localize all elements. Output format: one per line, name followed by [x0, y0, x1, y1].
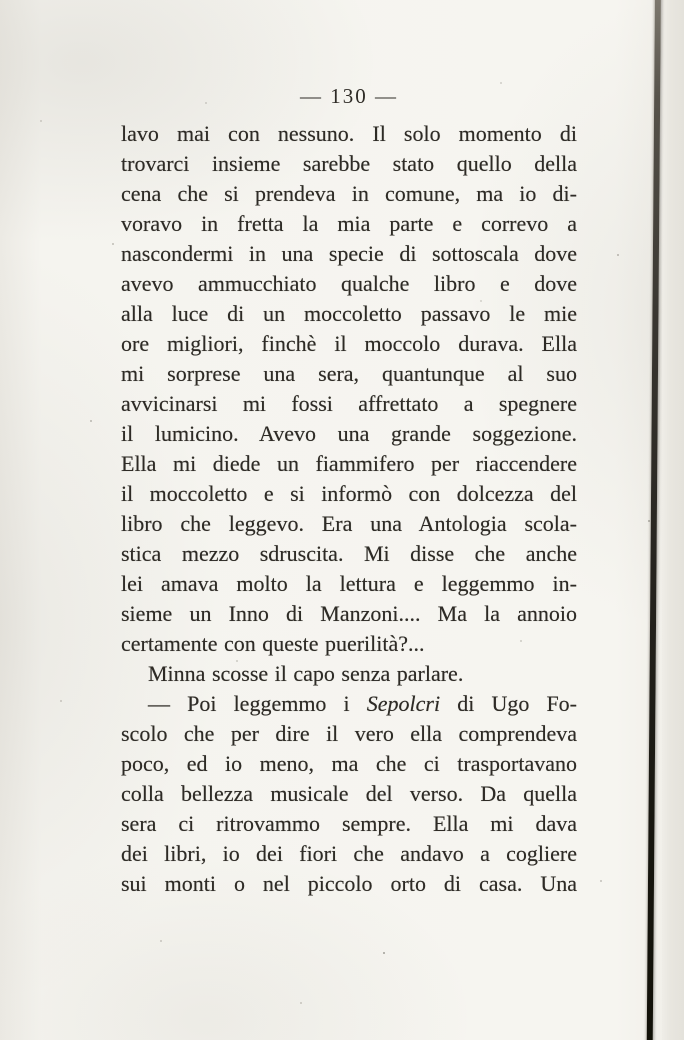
text-line — [121, 479, 577, 509]
text-line — [121, 629, 577, 659]
text-line — [121, 869, 577, 899]
text-segment: avvicinarsi mi fossi affrettato a spegnere — [121, 391, 577, 416]
text-segment: lavo mai con nessuno. Il solo momento di — [121, 121, 577, 146]
text-segment: lei amava molto la lettura e leggemmo in- — [121, 571, 577, 596]
italic-book-title: Sepolcri — [366, 691, 441, 716]
text-segment: scolo che per dire il vero ella comprendeva — [121, 721, 577, 746]
text-line — [121, 839, 577, 869]
text-segment: nascondermi in una specie di sottoscala dove — [121, 241, 577, 266]
text-line — [121, 209, 577, 239]
text-segment: avevo ammucchiato qualche libro e dove — [121, 271, 577, 296]
text-segment: alla luce di un moccoletto passavo le mie — [121, 301, 577, 326]
text-line — [121, 269, 577, 299]
text-line — [121, 689, 577, 719]
text-line — [121, 179, 577, 209]
page-outer-edge-strip — [662, 0, 684, 1040]
text-line — [121, 719, 577, 749]
text-line — [121, 749, 577, 779]
text-segment: dei libri, io dei fiori che andavo a cogliere — [121, 841, 577, 866]
text-line — [121, 599, 577, 629]
text-line — [121, 329, 577, 359]
text-segment: ore migliori, finchè il moccolo durava. Ella — [121, 331, 577, 356]
text-segment: trovarci insieme sarebbe stato quello della — [121, 151, 577, 176]
page-text — [121, 119, 577, 899]
page-number: — 130 — — [300, 84, 398, 108]
page-edge-shadow-line — [647, 0, 661, 1040]
text-segment: Minna scosse il capo senza parlare. — [148, 661, 464, 686]
text-segment: libro che leggevo. Era una Antologia scola- — [121, 511, 577, 536]
text-line — [121, 539, 577, 569]
text-segment: — Poi leggemmo i — [148, 691, 367, 716]
scan-dust-specks — [0, 0, 2, 2]
text-segment: colla bellezza musicale del verso. Da quella — [121, 781, 577, 806]
text-line — [121, 809, 577, 839]
text-segment: Ella mi diede un fiammifero per riaccendere — [121, 451, 577, 476]
text-line — [121, 359, 577, 389]
text-segment: sera ci ritrovammo sempre. Ella mi dava — [121, 811, 577, 836]
text-segment: sui monti o nel piccolo orto di casa. Una — [121, 871, 577, 896]
text-line — [121, 239, 577, 269]
text-segment: cena che si prendeva in comune, ma io di- — [121, 181, 577, 206]
text-line — [121, 449, 577, 479]
text-segment: certamente con queste puerilità?... — [121, 631, 425, 656]
text-line — [121, 149, 577, 179]
text-line — [121, 389, 577, 419]
text-segment: voravo in fretta la mia parte e correvo a — [121, 211, 577, 236]
text-line — [121, 779, 577, 809]
text-line — [121, 119, 577, 149]
text-segment: il lumicino. Avevo una grande soggezione. — [121, 421, 577, 446]
text-segment: sieme un Inno di Manzoni.... Ma la annoio — [121, 601, 577, 626]
text-line — [121, 299, 577, 329]
text-line — [121, 659, 577, 689]
text-segment: di Ugo Fo- — [440, 691, 578, 716]
text-line — [121, 569, 577, 599]
text-segment: poco, ed io meno, ma che ci trasportavano — [121, 751, 577, 776]
text-line — [121, 419, 577, 449]
text-segment: mi sorprese una sera, quantunque al suo — [121, 361, 577, 386]
text-segment: il moccoletto e si informò con dolcezza del — [121, 481, 577, 506]
text-line — [121, 509, 577, 539]
text-segment: stica mezzo sdruscita. Mi disse che anche — [121, 541, 577, 566]
